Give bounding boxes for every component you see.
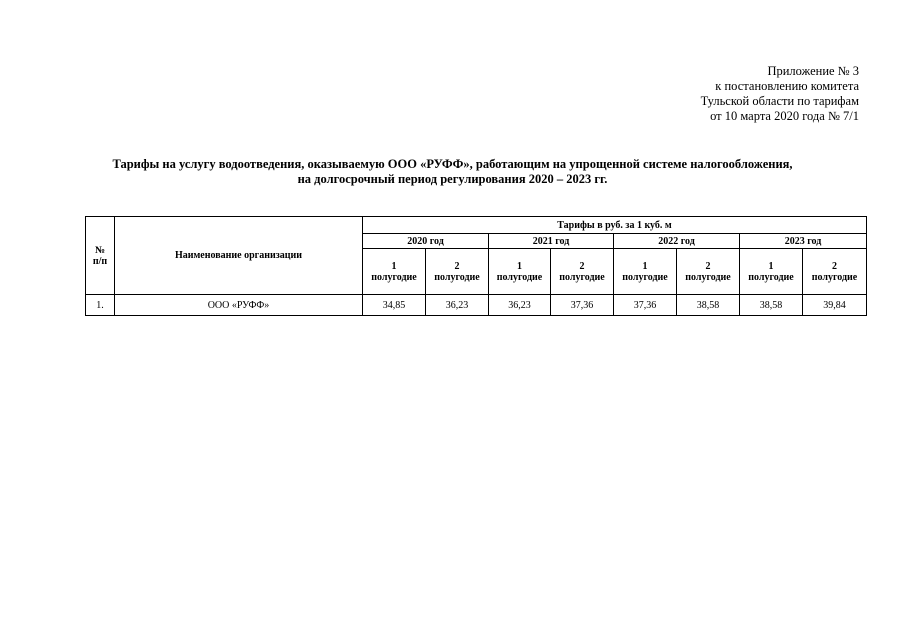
- row-number: 1.: [86, 295, 115, 316]
- appendix-line: от 10 марта 2020 года № 7/1: [710, 109, 859, 123]
- year-header: 2021 год: [489, 234, 614, 249]
- title-line-2: на долгосрочный период регулирования 2020 – 2023 гг.: [297, 172, 608, 186]
- half-year-header: [426, 249, 489, 295]
- half-year-label: полугодие: [685, 271, 731, 283]
- column-header-number: [86, 217, 115, 295]
- half-year-label: полугодие: [496, 271, 543, 283]
- appendix-line: Тульской области по тарифам: [700, 94, 859, 108]
- half-year-header: [803, 249, 867, 295]
- tariff-value: 37,36: [551, 295, 614, 316]
- half-year-label: полугодие: [622, 271, 668, 283]
- half-year-number: 1: [642, 260, 648, 272]
- half-year-label: полугодие: [559, 271, 605, 283]
- half-year-header: [677, 249, 740, 295]
- appendix-line: Приложение № 3: [767, 64, 859, 78]
- half-year-header: [740, 249, 803, 295]
- half-year-label: полугодие: [434, 271, 480, 283]
- tariffs-table: [85, 216, 867, 316]
- half-year-label: полугодие: [748, 271, 794, 283]
- half-year-number: 1: [517, 260, 522, 272]
- tariff-value: 36,23: [489, 295, 551, 316]
- half-year-number: 2: [705, 260, 711, 272]
- tariff-value: 38,58: [677, 295, 740, 316]
- year-header: 2022 год: [614, 234, 740, 249]
- tariff-value: 39,84: [803, 295, 867, 316]
- half-year-number: 1: [391, 260, 397, 272]
- tariff-value: 34,85: [363, 295, 426, 316]
- column-header-tariffs: Тарифы в руб. за 1 куб. м: [363, 217, 867, 234]
- year-header: 2020 год: [363, 234, 489, 249]
- half-year-number: 1: [768, 260, 774, 272]
- document-title: [0, 157, 905, 187]
- half-year-number: 2: [454, 260, 460, 272]
- column-header-number-line1: №: [94, 244, 106, 256]
- half-year-header: [614, 249, 677, 295]
- half-year-number: 2: [832, 260, 837, 272]
- appendix-block: [701, 64, 859, 124]
- column-header-number-line2: п/п: [92, 255, 108, 267]
- tariff-value: 37,36: [614, 295, 677, 316]
- column-header-name: Наименование организации: [115, 217, 363, 295]
- half-year-number: 2: [579, 260, 585, 272]
- table-row: [86, 295, 867, 316]
- half-year-label: полугодие: [811, 271, 858, 283]
- tariff-value: 36,23: [426, 295, 489, 316]
- title-line-1: Тарифы на услугу водоотведения, оказываемую ООО «РУФФ», работающим на упрощенной системе налогообложения,: [112, 157, 793, 171]
- organization-name: ООО «РУФФ»: [115, 295, 363, 316]
- half-year-label: полугодие: [371, 271, 417, 283]
- half-year-header: [489, 249, 551, 295]
- half-year-header: [551, 249, 614, 295]
- year-header: 2023 год: [740, 234, 867, 249]
- tariff-value: 38,58: [740, 295, 803, 316]
- half-year-header: [363, 249, 426, 295]
- appendix-line: к постановлению комитета: [715, 79, 859, 93]
